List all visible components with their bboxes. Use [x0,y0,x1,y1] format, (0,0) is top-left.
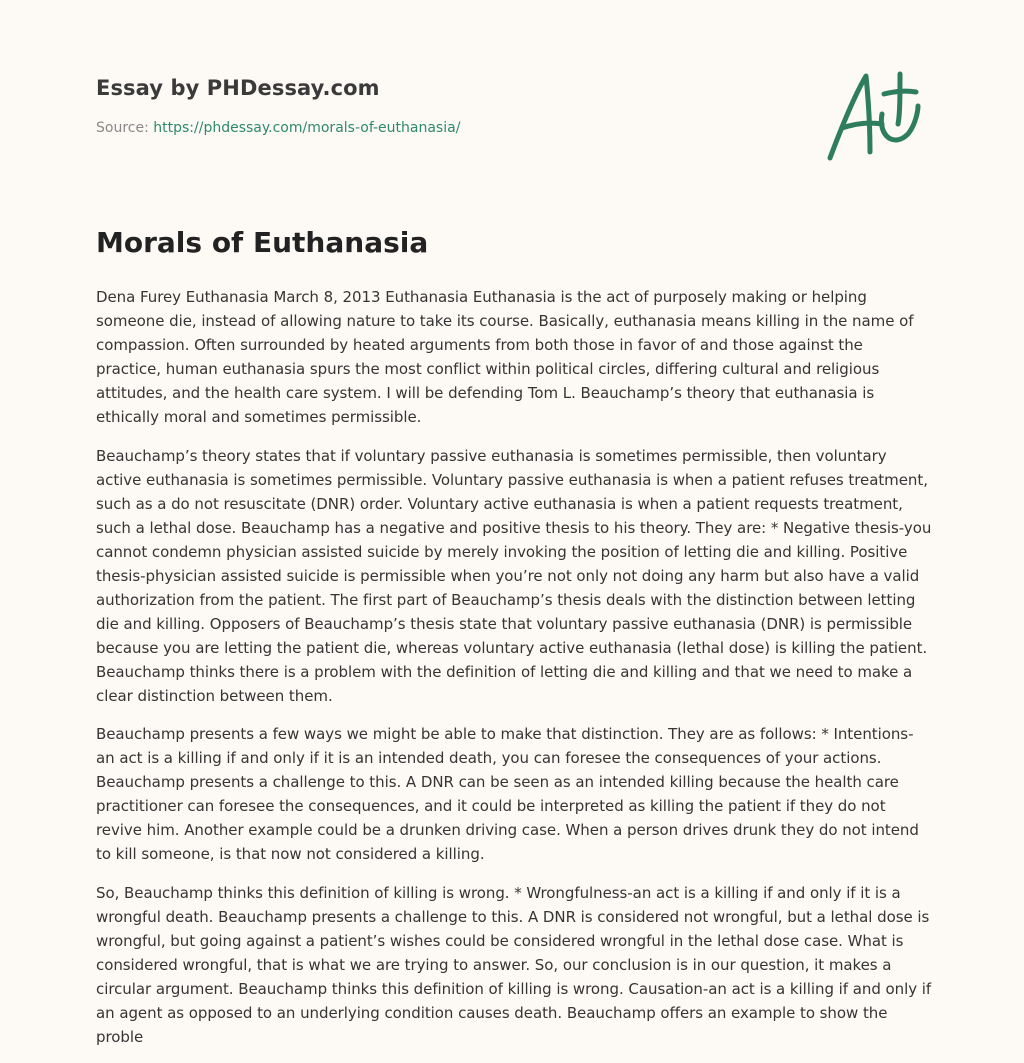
article-paragraph: So, Beauchamp thinks this definition of killing is wrong. * Wrongfulness-an act is a killing if and only if it is a wrongful death. Beauchamp presents a challenge to this. A DNR is considered not wrongful, but a lethal dose is wrongful, but going against a patient’s wishes could be considered wrongful in the lethal dose case. What is considered wrongful, that is what we are trying to answer. So, our conclusion is in our question, it makes a circular argument. Beauchamp thinks this definition of killing is wrong. Causation-an act is a killing if and only if an agent as opposed to an underlying condition causes death. Beauchamp offers an example to show the proble [96,883,932,1046]
source-label: Source: [96,120,149,136]
article-title: Morals of Euthanasia [96,226,429,259]
article-paragraph: Dena Furey Euthanasia March 8, 2013 Euthanasia Euthanasia is the act of purposely making or helping someone die, instead of allowing nature to take its course. Basically, euthanasia means killing in the name of compassion. Often surrounded by heated arguments from both those in favor of and those against the practice, human euthanasia spurs the most conflict within political circles, differing cultural and religious attitudes, and the health care system. I will be defending Tom L. Beauchamp’s theory that euthanasia is ethically moral and sometimes permissible. [96,288,914,426]
source-link[interactable]: https://phdessay.com/morals-of-euthanasia/ [153,120,461,136]
site-brand: Essay by PHDessay.com [96,76,380,100]
article-body [96,285,932,1063]
article-paragraph: Beauchamp’s theory states that if voluntary passive euthanasia is sometimes permissible, then voluntary active euthanasia is sometimes permissible. Voluntary passive euthanasia is when a patient refuses treatment, such as a do not resuscitate (DNR) order. Voluntary active euthanasia is when a patient requests treatment, such a lethal dose. Beauchamp has a negative and positive thesis to his theory. They are: * Negative thesis-you cannot condemn physician assisted suicide by merely invoking the position of letting die and killing. Positive thesis-physician assisted suicide is permissible when you’re not only not doing any harm but also have a valid authorization from the patient. The first part of Beauchamp’s thesis deals with the distinction between letting die and killing. Opposers of Beauchamp’s thesis state that voluntary passive euthanasia (DNR) is permissible because you are letting the patient die, whereas voluntary active euthanasia (lethal dose) is killing the patient. Beauchamp thinks there is a problem with the definition of letting die and killing and that we need to make a clear distinction between them. [96,446,932,705]
page-header [96,76,796,136]
a-plus-logo-icon [820,66,930,166]
article-paragraph: Beauchamp presents a few ways we might be able to make that distinction. They are as follows: * Intentions-an act is a killing if and only if it is an intended death, you can foresee the consequences of your actions. Beauchamp presents a challenge to this. A DNR can be seen as an intended killing because the health care practitioner can foresee the consequences, and it could be interpreted as killing the patient if they do not revive him. Another example could be a drunken driving case. When a person drives drunk they do not intend to kill someone, is that now not considered a killing. [96,725,919,863]
source-line [96,120,796,136]
